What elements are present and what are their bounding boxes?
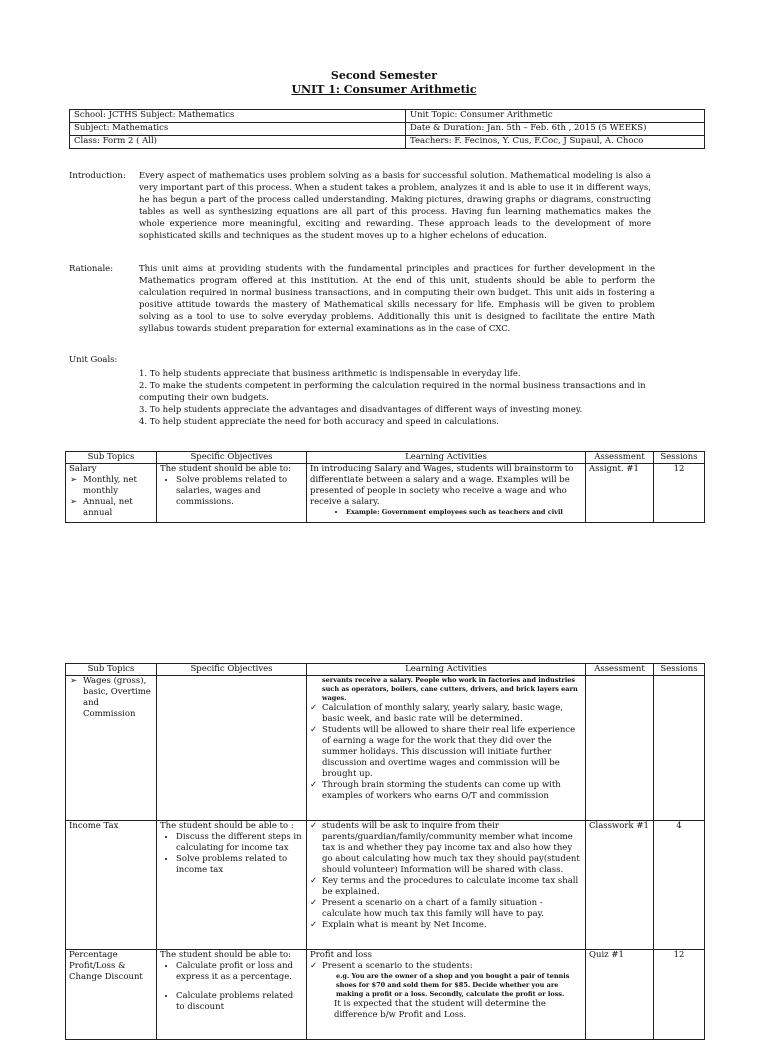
rationale-text: This unit aims at providing students with the fundamental principles and practices for further development in the Mathematics program offered at this institution. At the end of this unit, students should be able to perform the calculation required in normal business transactions, and in computing their own budget. This unit aids in fostering a positive attitude towards the mastery of Mathematical skills necessary for life. Emphasis will be given to problem solving as a tool to use to solve everyday problems. Additionally this unit is designed to facilitate the entire Math syllabus towards student preparation for external examinations as in the case of CXC.: [139, 264, 655, 334]
activity-heading: Profit and loss: [310, 950, 372, 960]
subtopic-item: ➢ Monthly, net monthly: [83, 475, 153, 497]
info-table: [69, 109, 705, 149]
objective-item: • Solve problems related to salaries, wages and commissions.: [176, 475, 303, 508]
header-activities: Learning Activities: [307, 664, 586, 676]
assessment-cell: Assignt. #1: [586, 464, 654, 523]
goal-item: 4. To help student appreciate the need for both accuracy and speed in calculations.: [139, 417, 499, 427]
activity-item: ✓ Explain what is meant by Net Income.: [322, 920, 582, 931]
activity-text: In introducing Salary and Wages, students will brainstorm to differentiate between a salary and a wage. Examples will be presented of people in society who receive a wage and who receive a salary.: [310, 464, 574, 507]
unit-title: UNIT 1: Consumer Arithmetic: [291, 83, 477, 96]
lesson-table-1: [65, 451, 705, 523]
subtopic-cell: Percentage Profit/Loss & Change Discount: [66, 950, 157, 1040]
objectives-cell: [157, 676, 307, 821]
introduction-text: Every aspect of mathematics uses problem solving as a basis for successful solution. Mathematical modeling is also a very important part of this process. When a student takes a problem, analyzes it and is able to use it in different ways, he has begun a part of the process called understanding. Making pictures, drawing graphs or diagrams, constructing tables as well as synthesizing equations are all part of this process. Having fun learning mathematics makes the whole experience more meaningful, exciting and rewarding. These approach leads to the development of more sophisticated skills and techniques as the student moves up to a higher echelons of education.: [139, 171, 651, 241]
semester-title: Second Semester: [330, 69, 438, 82]
sessions-cell: 12: [654, 464, 705, 523]
objectives-cell: [157, 821, 307, 950]
objective-intro: The student should be able to:: [160, 464, 292, 474]
activities-cell: [307, 464, 586, 523]
sessions-cell: [654, 676, 705, 821]
header-activities: Learning Activities: [307, 452, 586, 464]
sessions-cell: 4: [654, 821, 705, 950]
activity-item: ✓ Key terms and the procedures to calculate income tax shall be explained.: [322, 876, 582, 898]
subject-cell: Subject: Mathematics: [70, 123, 406, 136]
activity-example: • Example: Government employees such as teachers and civil: [346, 508, 582, 517]
header-sessions: Sessions: [654, 664, 705, 676]
activity-item: ✓ Present a scenario on a chart of a family situation - calculate how much tax this family will have to pay.: [322, 898, 582, 920]
objective-item: • Calculate profit or loss and express it as a percentage.: [176, 961, 303, 983]
subtopic-cell: [66, 464, 157, 523]
teachers-cell: Teachers: F. Fecinos, Y. Cus, F.Coc, J Supaul, A. Choco: [406, 136, 705, 149]
header-objectives: Specific Objectives: [157, 664, 307, 676]
objective-item: • Calculate problems related to discount: [176, 991, 303, 1013]
activity-item: ✓ Calculation of monthly salary, yearly salary, basic wage, basic week, and basic rate will be determined.: [322, 703, 582, 725]
goal-item: 3. To help students appreciate the advantages and disadvantages of different ways of investing money.: [139, 405, 583, 415]
activities-cell: [307, 950, 586, 1040]
assessment-cell: Quiz #1: [586, 950, 654, 1040]
objective-item: • Discuss the different steps in calculating for income tax: [176, 832, 303, 854]
unit-topic-cell: Unit Topic: Consumer Arithmetic: [406, 110, 705, 123]
assessment-cell: Classwork #1: [586, 821, 654, 950]
subtopic-item: ➢ Annual, net annual: [83, 497, 153, 519]
header-objectives: Specific Objectives: [157, 452, 307, 464]
goal-item: 1. To help students appreciate that business arithmetic is indispensable in everyday life.: [139, 369, 521, 379]
activities-cell: [307, 821, 586, 950]
activities-cell: [307, 676, 586, 821]
subtopic-item: ➢ Wages (gross), basic, Overtime and Commission: [83, 676, 153, 720]
activity-item: ✓ students will be ask to inquire from their parents/guardian/family/community member what income tax is and whether they pay income tax and also how they go about calculating how much tax they should pay(student should volunteer) Information will be shared with class.: [322, 821, 582, 876]
header-sub-topics: Sub Topics: [66, 452, 157, 464]
objective-item: • Solve problems related to income tax: [176, 854, 303, 876]
activity-item: ✓ Present a scenario to the students:: [322, 961, 582, 972]
header-sessions: Sessions: [654, 452, 705, 464]
date-cell: Date & Duration: Jan. 5th – Feb. 6th , 2015 (5 WEEKS): [406, 123, 705, 136]
activity-text: It is expected that the student will determine the difference b/w Profit and Loss.: [334, 999, 546, 1020]
school-cell: School: JCTHS Subject: Mathematics: [70, 110, 406, 123]
activity-item: ✓ Through brain storming the students can come up with examples of workers who earns O/T and commission: [322, 780, 582, 802]
objectives-cell: [157, 464, 307, 523]
objective-intro: The student should be able to:: [160, 950, 292, 960]
objective-intro: The student should be able to :: [160, 821, 294, 831]
lesson-table-2: [65, 663, 705, 1040]
header-sub-topics: Sub Topics: [66, 664, 157, 676]
sessions-cell: 12: [654, 950, 705, 1040]
class-cell: Class: Form 2 ( All): [70, 136, 406, 149]
introduction-label: Introduction:: [69, 171, 126, 181]
activity-item: ✓ Students will be allowed to share their real life experience of earning a wage for the work that they did over the summer holidays. This discussion will initiate further discussion and overtime wages and commission will be brought up.: [322, 725, 582, 780]
unit-goals-list: [139, 368, 655, 428]
subtopic-cell: Income Tax: [66, 821, 157, 950]
objectives-cell: [157, 950, 307, 1040]
goal-item: 2. To make the students competent in performing the calculation required in the normal business transactions and in computing their own budgets.: [139, 381, 646, 403]
rationale-label: Rationale:: [69, 264, 114, 274]
assessment-cell: [586, 676, 654, 821]
activity-continued: servants receive a salary. People who work in factories and industries such as operators, boilers, cane cutters, drivers, and brick layers earn wages.: [322, 676, 578, 702]
activity-example: e.g. You are the owner of a shop and you bought a pair of tennis shoes for $70 and sold them for $85. Decide whether you are making a profit or a loss. Secondly, calculate the profit or loss.: [336, 972, 570, 998]
subtopic-title: Salary: [69, 464, 97, 474]
subtopic-cell: [66, 676, 157, 821]
header-assessment: Assessment: [586, 664, 654, 676]
header-assessment: Assessment: [586, 452, 654, 464]
unit-goals-label: Unit Goals:: [69, 355, 118, 365]
